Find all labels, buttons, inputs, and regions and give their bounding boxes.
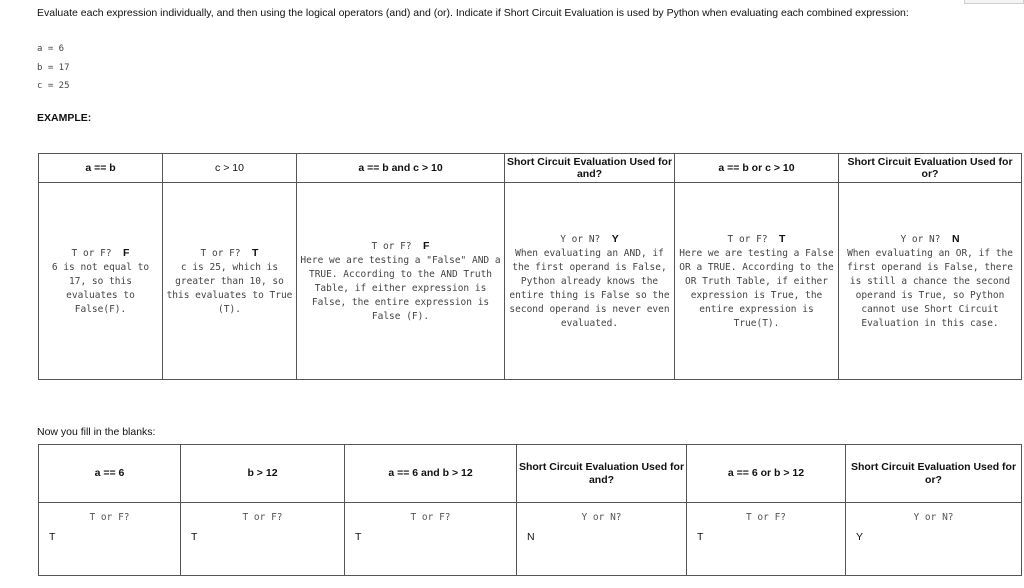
fill-answer-4[interactable]: N	[527, 531, 535, 543]
fill-cell-4[interactable]	[517, 503, 687, 576]
example-text-5: Here we are testing a False OR a TRUE. According to the OR Truth Table, if either expression is True, the entire expression is True(T).	[679, 247, 834, 329]
example-table	[38, 153, 1022, 380]
fill-prompt-4: Y or N?	[581, 512, 622, 523]
example-header-2: c > 10	[163, 154, 297, 183]
corner-button[interactable]	[964, 0, 1024, 4]
fill-header-2: b > 12	[181, 445, 345, 503]
fill-cell-5[interactable]	[687, 503, 846, 576]
fill-answer-5[interactable]: T	[697, 531, 704, 543]
example-header-3: a == b and c > 10	[297, 154, 505, 183]
example-answer-4: Y	[611, 232, 619, 245]
example-text-3: Here we are testing a "False" AND a TRUE. According to the AND Truth Table, if either expression is False, the entire expression is False (F).	[300, 254, 501, 322]
fill-prompt-1: T or F?	[89, 512, 130, 523]
example-label: EXAMPLE:	[37, 112, 92, 124]
instructions: Evaluate each expression individually, and then using the logical operators (and) and (or). Indicate if Short Circuit Evaluation is used by Python when evaluating each combined expression:	[37, 7, 909, 19]
fill-prompt-3: T or F?	[410, 512, 451, 523]
fill-prompt-6: Y or N?	[913, 512, 954, 523]
variables-block	[37, 40, 70, 96]
fill-cell-1[interactable]	[39, 503, 181, 576]
fill-header-3: a == 6 and b > 12	[345, 445, 517, 503]
fill-answer-2[interactable]: T	[191, 531, 198, 543]
example-answer-6: N	[951, 232, 960, 245]
fill-table	[38, 444, 1022, 576]
example-text-6: When evaluating an OR, if the first operand is False, there is still a chance the second operand is True, so Python cannot use Short Circuit Evaluation in this case.	[847, 247, 1013, 329]
example-cell-6	[839, 183, 1022, 380]
example-answer-5: T	[779, 232, 786, 245]
example-text-1: 6 is not equal to 17, so this evaluates to False(F).	[51, 261, 150, 315]
variable-c: c = 25	[37, 81, 70, 91]
example-header-6: Short Circuit Evaluation Used for or?	[839, 154, 1022, 183]
example-prompt-6: Y or N?	[900, 233, 941, 245]
fill-header-1: a == 6	[39, 445, 181, 503]
fill-header-6: Short Circuit Evaluation Used for or?	[846, 445, 1022, 503]
fill-cell-2[interactable]	[181, 503, 345, 576]
example-header-5: a == b or c > 10	[675, 154, 839, 183]
example-prompt-1: T or F?	[71, 247, 112, 259]
fill-answer-3[interactable]: T	[355, 531, 362, 543]
example-prompt-2: T or F?	[200, 247, 241, 259]
example-answer-1: F	[123, 246, 130, 259]
fill-label: Now you fill in the blanks:	[37, 426, 156, 438]
example-header-4: Short Circuit Evaluation Used for and?	[505, 154, 675, 183]
example-cell-3	[297, 183, 505, 380]
fill-header-4: Short Circuit Evaluation Used for and?	[517, 445, 687, 503]
example-prompt-5: T or F?	[727, 233, 768, 245]
example-prompt-3: T or F?	[371, 240, 412, 252]
fill-header-5: a == 6 or b > 12	[687, 445, 846, 503]
fill-cell-3[interactable]	[345, 503, 517, 576]
example-cell-4	[505, 183, 675, 380]
example-cell-5	[675, 183, 839, 380]
fill-prompt-5: T or F?	[745, 512, 787, 523]
example-answer-2: T	[252, 246, 259, 259]
example-answer-3: F	[423, 239, 430, 252]
fill-answer-6[interactable]: Y	[856, 531, 864, 543]
fill-prompt-2: T or F?	[242, 512, 283, 523]
example-text-4: When evaluating an AND, if the first operand is False, Python already knows the entire thing is False so the second operand is never even evaluated.	[509, 247, 670, 329]
variable-a: a = 6	[37, 44, 65, 54]
variable-b: b = 17	[37, 62, 70, 73]
example-text-2: c is 25, which is greater than 10, so this evaluates to True (T).	[166, 261, 293, 315]
example-header-1: a == b	[39, 154, 163, 183]
example-cell-1	[39, 183, 163, 380]
fill-answer-1[interactable]: T	[49, 531, 56, 543]
fill-cell-6[interactable]	[846, 503, 1022, 576]
example-cell-2	[163, 183, 297, 380]
example-prompt-4: Y or N?	[560, 233, 601, 245]
